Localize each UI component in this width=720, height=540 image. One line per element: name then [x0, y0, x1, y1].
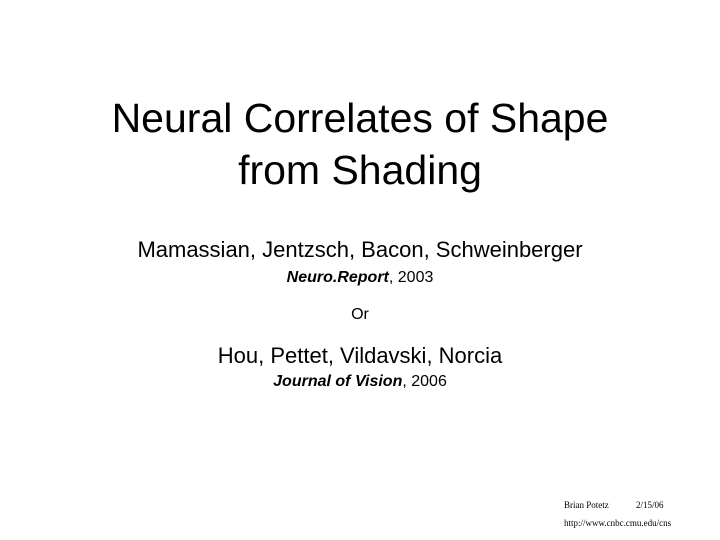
footer-url: http://www.cnbc.cmu.edu/cns	[564, 518, 672, 528]
slide-title	[0, 92, 720, 196]
reference-2-journal: Journal of Vision	[273, 373, 403, 390]
reference-2-citation	[0, 372, 720, 392]
reference-1-year: , 2003	[388, 269, 434, 286]
reference-2-authors: Hou, Pettet, Vildavski, Norcia	[217, 343, 503, 368]
reference-2-year: , 2006	[402, 373, 447, 390]
reference-1-authors: Mamassian, Jentzsch, Bacon, Schweinberger	[137, 237, 583, 262]
reference-1-citation	[0, 268, 720, 288]
reference-1-journal: Neuro.Report	[286, 269, 389, 286]
footer-presenter: Brian Potetz	[564, 500, 609, 510]
slide-title-line-2: from Shading	[238, 147, 482, 193]
footer-date: 2/15/06	[636, 500, 664, 510]
separator-or: Or	[351, 306, 369, 323]
slide-title-line-1: Neural Correlates of Shape	[111, 95, 609, 141]
